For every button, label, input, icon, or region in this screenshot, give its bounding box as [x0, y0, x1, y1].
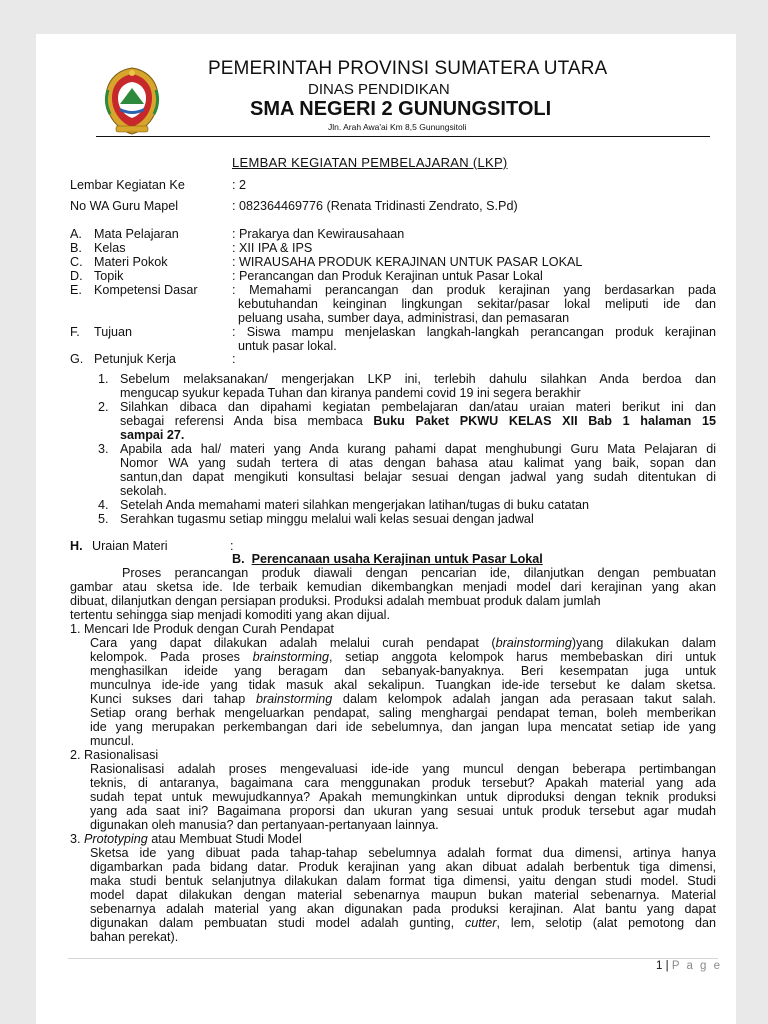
- uraian-colon: :: [230, 539, 234, 553]
- header-department: DINAS PENDIDIKAN: [308, 81, 450, 98]
- s1-line-8: muncul.: [90, 734, 135, 748]
- intro-line-4: tertentu sehingga siap menjadi komoditi yang akan dijual.: [70, 608, 390, 622]
- section-3-title-rest: atau Membuat Studi Model: [147, 832, 302, 846]
- s3-line-6: [90, 916, 716, 930]
- provincial-emblem-logo: [102, 64, 162, 136]
- intro-line-2: gambar atau sketsa ide. Ide terbaik kemudian dikembangkan menjadi model dari kerajinan yang akan: [70, 580, 716, 594]
- item-label-kd: Kompetensi Dasar: [94, 283, 198, 297]
- section-2-title: 2. Rasionalisasi: [70, 748, 159, 762]
- step-5-line-1: Serahkan tugasmu setiap minggu melalui wali kelas sesuai dengan jadwal: [120, 512, 534, 526]
- step-1-line-1: Sebelum melaksanakan/ mengerjakan LKP ini, terlebih dahulu silahkan Anda berdoa dan: [120, 372, 716, 386]
- tujuan-line-2: untuk pasar lokal.: [238, 339, 337, 353]
- s1-line-6: Setiap orang berhak mengeluarkan pendapat, saling menghargai pendapat teman, boleh memberikan: [90, 706, 716, 720]
- info-value-wa: : 082364469776 (Renata Tridinasti Zendrato, S.Pd): [232, 199, 518, 213]
- item-value-materi: : WIRAUSAHA PRODUK KERAJINAN UNTUK PASAR LOKAL: [232, 255, 583, 269]
- step-4-line-1: Setelah Anda memahami materi silahkan mengerjakan latihan/tugas di buku catatan: [120, 498, 590, 512]
- s1-line-5: [90, 692, 716, 706]
- step-3-line-1: Apabila ada hal/ materi yang Anda kurang pahami dapat menghubungi Guru Mata Pelajaran di: [120, 442, 716, 456]
- s2-line-4: yang ada saat ini? Bagaimana proporsi dan ukuran yang sesuai untuk produk tersebut agar mudah: [90, 804, 716, 818]
- s2-line-5: digunakan oleh manusia? dan pertanyaan-pertanyaan lainnya.: [90, 818, 439, 832]
- s1-line-7: ide yang merupakan perkembangan dari ide sebelumnya, dan jangan lupa mencatat setiap ide yang: [90, 720, 716, 734]
- header-address: Jln. Arah Awa'ai Km 8,5 Gunungsitoli: [328, 122, 467, 132]
- item-value-topik: : Perancangan dan Produk Kerajinan untuk Pasar Lokal: [232, 269, 543, 283]
- s2-line-2: teknis, di antaranya, bagaimana cara menggunakan produk tersebut? Apakah material yang ada: [90, 776, 716, 790]
- item-label-kelas: Kelas: [94, 241, 126, 255]
- s1-line-5-term: brainstorming: [255, 692, 333, 706]
- step-num-2: 2.: [98, 400, 109, 414]
- item-label-uraian: Uraian Materi: [92, 539, 168, 553]
- item-letter-g: G.: [70, 352, 84, 366]
- step-3-line-3: santun,dan dapat mengikuti konsultasi belajar sesuai dengan jadwal yang sudah ditentukan di: [120, 470, 716, 484]
- section-3-term: Prototyping: [84, 832, 148, 846]
- step-3-line-2: Nomor WA yang sudah tertera di atas dengan bahasa atau kalimat yang baik, sopan dan: [120, 456, 716, 470]
- s1-line-1-a: Cara yang dapat dilakukan adalah melalui curah pendapat (: [90, 636, 496, 650]
- info-label-lembar: Lembar Kegiatan Ke: [70, 178, 185, 192]
- s1-line-1-term: brainstorming: [495, 636, 572, 650]
- s2-line-3: sudah tepat untuk mewujudkannya? Apakah memungkinkan untuk diproduksi dengan teknik produksi: [90, 790, 716, 804]
- page-separator: |: [665, 960, 669, 972]
- s3-line-6-a: digunakan dalam pembuatan studi model adalah gunting,: [90, 916, 465, 930]
- item-value-kelas: : XII IPA & IPS: [232, 241, 313, 255]
- tujuan-line-1: : Siswa mampu menjelaskan langkah-langkah perancangan produk kerajinan: [232, 325, 716, 339]
- step-num-5: 5.: [98, 512, 109, 526]
- subsection-title: Perencanaan usaha Kerajinan untuk Pasar Lokal: [251, 552, 543, 566]
- kd-line-2: kebutuhandan keinginan lingkungan sekitar/pasar lokal meliputi ide dan: [238, 297, 716, 311]
- step-3-line-4: sekolah.: [120, 484, 167, 498]
- item-label-petunjuk: Petunjuk Kerja: [94, 352, 176, 366]
- header-divider: [96, 136, 710, 137]
- step-num-1: 1.: [98, 372, 109, 386]
- item-letter-h: H.: [70, 539, 83, 553]
- s3-line-6-term: cutter: [464, 916, 497, 930]
- header-school-name: SMA NEGERI 2 GUNUNGSITOLI: [250, 98, 552, 120]
- footer-divider: [68, 958, 718, 959]
- subsection-heading: [232, 552, 543, 566]
- item-letter-b: B.: [70, 241, 82, 255]
- item-letter-e: E.: [70, 283, 82, 297]
- item-label-tujuan: Tujuan: [94, 325, 133, 339]
- item-label-topik: Topik: [94, 269, 124, 283]
- subsection-letter: B.: [232, 552, 245, 566]
- page-footer: [656, 960, 722, 972]
- kd-line-3: peluang usaha, sumber daya, administrasi, dan pemasaran: [238, 311, 570, 325]
- step-2-line-2: [120, 414, 716, 428]
- item-letter-d: D.: [70, 269, 83, 283]
- page-number: 1: [656, 960, 663, 972]
- item-letter-c: C.: [70, 255, 83, 269]
- s1-line-2-a: kelompok. Pada proses: [90, 650, 253, 664]
- document-page: [36, 34, 736, 1024]
- kd-line-1: : Memahami perancangan dan produk kerajinan yang berdasarkan pada: [232, 283, 716, 297]
- intro-line-1: Proses perancangan produk diawali dengan pencarian ide, dilanjutkan dengan pembuatan: [122, 566, 716, 580]
- section-1-title: 1. Mencari Ide Produk dengan Curah Pendapat: [70, 622, 334, 636]
- petunjuk-colon: :: [232, 352, 236, 366]
- s3-line-1: Sketsa ide yang dibuat pada tahap-tahap sebelumnya adalah format dua dimensi, artinya hanya: [90, 846, 716, 860]
- s1-line-3: menghasilkan ideide yang beragam dan sebanyak-banyaknya. Beri kesempatan juga untuk: [90, 664, 716, 678]
- step-num-4: 4.: [98, 498, 109, 512]
- s3-line-5: sebenarnya adalah material yang akan digunakan pada produksi kerajinan. Alat bantu yang dapat: [90, 902, 716, 916]
- step-1-line-2: mengucap syukur kepada Tuhan dan kiranya pandemi covid 19 ini segera berakhir: [120, 386, 581, 400]
- info-value-lembar: : 2: [232, 178, 247, 192]
- s1-line-1-c: )yang dilakukan dalam: [571, 636, 717, 650]
- s1-line-1: [90, 636, 716, 650]
- item-value-mapel: : Prakarya dan Kewirausahaan: [232, 227, 405, 241]
- page-label: P a g e: [671, 960, 723, 972]
- step-num-3: 3.: [98, 442, 109, 456]
- item-label-mapel: Mata Pelajaran: [94, 227, 179, 241]
- s1-line-2-term: brainstorming: [252, 650, 329, 664]
- s3-line-4: model dapat dilakukan dengan material sebenarnya maupun bukan material sebenarnya. Material: [90, 888, 716, 902]
- info-label-wa: No WA Guru Mapel: [70, 199, 179, 213]
- step-2-book-ref: Buku Paket PKWU KELAS XII Bab 1 halaman 15: [373, 414, 716, 428]
- header-government: PEMERINTAH PROVINSI SUMATERA UTARA: [208, 58, 608, 79]
- s3-line-6-c: , lem, selotip (alat pemotong dan: [496, 916, 716, 930]
- item-letter-f: F.: [70, 325, 80, 339]
- step-2-line-2-text: sebagai referensi Anda bisa membaca: [120, 414, 374, 428]
- document-title: LEMBAR KEGIATAN PEMBELAJARAN (LKP): [232, 155, 508, 170]
- s3-line-7: bahan perekat).: [90, 930, 179, 944]
- s1-line-4: munculnya ide-ide yang tidak masuk akal sekalipun. Tuangkan ide-ide tersebut ke dalam sketsa.: [90, 678, 716, 692]
- step-2-line-3: sampai 27.: [120, 428, 185, 442]
- s1-line-5-c: dalam kelompok adalah jangan ada perasaan takut salah.: [332, 692, 716, 706]
- s3-line-3: maka studi bentuk selanjutnya dilakukan dalam format tiga dimensi, yaitu dengan studi model. Studi: [90, 874, 716, 888]
- intro-line-3: dibuat, dilanjutkan dengan persiapan produksi. Produksi adalah membuat produk dalam jumlah: [70, 594, 601, 608]
- s3-line-2: digambarkan pada bidang datar. Produk kerajinan yang akan dibuat adalah berbentuk tiga dimensi,: [90, 860, 716, 874]
- step-2-line-1: Silahkan dibaca dan dipahami kegiatan pembelajaran dan/atau uraian materi berikut ini dan: [120, 400, 716, 414]
- section-3-num: 3.: [70, 832, 81, 846]
- item-label-materi: Materi Pokok: [94, 255, 168, 269]
- item-letter-a: A.: [70, 227, 82, 241]
- s1-line-2: [90, 650, 716, 664]
- section-3-title: [70, 832, 302, 846]
- s1-line-2-c: , setiap anggota kelompok harus membebaskan diri untuk: [328, 650, 716, 664]
- s2-line-1: Rasionalisasi adalah proses mengevaluasi ide-ide yang muncul dengan beberapa pertimbangan: [90, 762, 716, 776]
- s1-line-5-a: Kunci sukses dari tahap: [90, 692, 256, 706]
